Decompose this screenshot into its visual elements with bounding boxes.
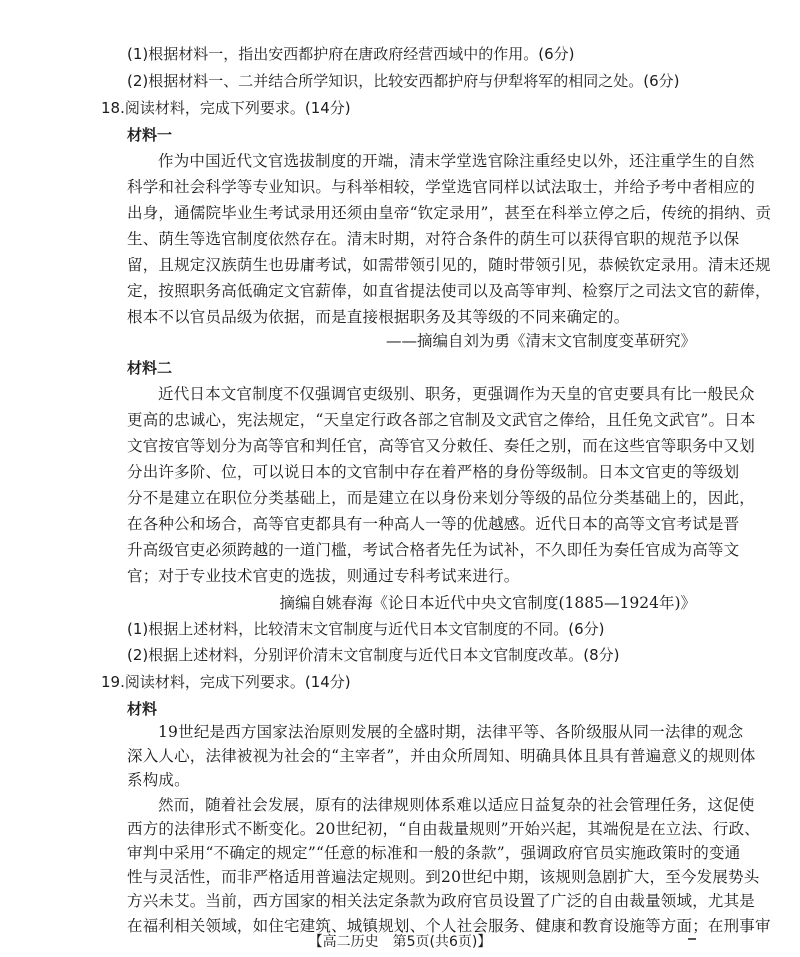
q19-line: 然而，随着社会发展，原有的法律规则体系难以适应日益复杂的社会管理任务，这促使: [158, 796, 755, 814]
scan-mark: [688, 938, 696, 940]
q19-material-title: 材料: [127, 700, 158, 718]
q18-m1-line: 留，且规定汉族荫生也毋庸考试，如需带领引见的，随时带领引见，恭候钦定录用。清末还规: [127, 256, 771, 274]
q18-m1-line: 出身，通儒院毕业生考试录用还须由皇帝“钦定录用”，甚至在科举立停之后，传统的捐纳、贡: [127, 204, 772, 222]
q18-m1-line: 定，按照职务高低确定文官薪俸，如直省提法使司以及高等审判、检察厅之司法文官的薪俸，: [127, 282, 771, 300]
q18-m1-line: 作为中国近代文官选拔制度的开端，清末学堂选官除注重经史以外，还注重学生的自然: [158, 152, 755, 170]
q19-line: 方兴未艾。当前，西方国家的相关法定条款为政府官员设置了广泛的自由裁量领域，尤其是: [127, 892, 756, 910]
q18-m2-source: 摘编自姚春海《论日本近代中央文官制度(1885—1924年)》: [279, 594, 696, 612]
q19-line: 19世纪是西方国家法治原则发展的全盛时期，法律平等、各阶级服从同一法律的观念: [158, 723, 744, 741]
q18-m2-line: 分不是建立在职位分类基础上，而是建立在以身份来划分等级的品位分类基础上的，因此，: [127, 489, 756, 507]
q18-stem: 18.阅读材料，完成下列要求。(14分): [101, 99, 351, 117]
q18-m1-line: 科学和社会科学等专业知识。与科举相较，学堂选官同样以试法取士，并给予考中者相应的: [127, 178, 756, 196]
q18-subquestion-2: (2)根据上述材料，分别评价清末文官制度与近代日本文官制度改革。(8分): [127, 646, 620, 664]
q17-subquestion-2: (2)根据材料一、二并结合所学知识，比较安西都护府与伊犁将军的相同之处。(6分): [127, 72, 680, 90]
page-footer: 【高二历史 第5页(共6页)】: [308, 934, 492, 950]
q19-line: 深入人心，法律被视为社会的“主宰者”，并由众所周知、明确具体且具有普遍意义的规则体: [127, 747, 756, 765]
q19-line: 系构成。: [127, 771, 190, 789]
q17-subquestion-1: (1)根据材料一，指出安西都护府在唐政府经营西域中的作用。(6分): [127, 45, 575, 63]
q18-m2-line: 更高的忠诚心，宪法规定，“天皇定行政各部之官制及文武官之俸给，且任免文武官”。日本: [127, 411, 756, 429]
q18-material1-title: 材料一: [127, 126, 173, 144]
q18-m1-line: 生、荫生等选官制度依然存在。清末时期，对符合条件的荫生可以获得官职的规范予以保: [127, 230, 740, 248]
q18-m2-line: 分出许多阶、位，可以说日本的文官制中存在着严格的身份等级制。日本文官吏的等级划: [127, 463, 740, 481]
q18-m2-line: 官；对于专业技术官吏的选拔，则通过专科考试来进行。: [127, 567, 520, 585]
q18-m1-source: ——摘编自刘为勇《清末文官制度变革研究》: [385, 332, 696, 350]
q19-line: 审判中采用“不确定的规定”“任意的标准和一般的条款”，强调政府官员实施政策时的变通: [127, 844, 741, 862]
q18-m2-line: 升高级官吏必须跨越的一道门槛，考试合格者先任为试补，不久即任为奏任官成为高等文: [127, 541, 740, 559]
q19-line: 西方的法律形式不断变化。20世纪初，“自由裁量规则”开始兴起，其端倪是在立法、行政、: [127, 820, 760, 838]
q18-m2-line: 在各种公和场合，高等官吏都具有一种高人一等的优越感。近代日本的高等文官考试是晋: [127, 515, 740, 533]
q19-line: 在福利相关领域，如住宅建筑、城镇规划、个人社会服务、健康和教育设施等方面；在刑事审: [127, 917, 771, 935]
q19-line: 性与灵活性，而非严格适用普遍法定规则。到20世纪中期，该规则急剧扩大，至今发展势头: [127, 868, 760, 886]
q18-material2-title: 材料二: [127, 359, 173, 377]
q19-stem: 19.阅读材料，完成下列要求。(14分): [101, 673, 351, 691]
q18-m1-line: 根本不以官员品级为依据，而是直接根据职务及其等级的不同来确定的。: [127, 308, 630, 326]
q18-m2-line: 文官按官等划分为高等官和判任官，高等官又分敕任、奏任之别，而在这些官等职务中又划: [127, 437, 756, 455]
q18-subquestion-1: (1)根据上述材料，比较清末文官制度与近代日本文官制度的不同。(6分): [127, 620, 605, 638]
q18-m2-line: 近代日本文官制度不仅强调官吏级别、职务，更强调作为天皇的官吏要具有比一般民众: [158, 385, 755, 403]
